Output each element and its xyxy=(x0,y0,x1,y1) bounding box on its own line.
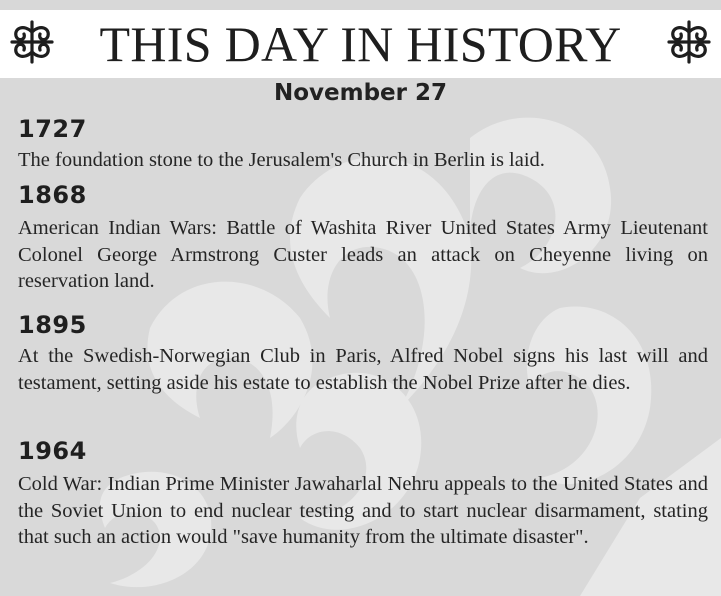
event-year: 1895 xyxy=(18,311,87,339)
header xyxy=(0,10,721,78)
top-rule xyxy=(0,0,721,10)
date-heading: November 27 xyxy=(273,80,448,106)
events-list xyxy=(0,78,721,596)
event-year: 1964 xyxy=(18,437,87,465)
event-text: The foundation stone to the Jerusalem's Church in Berlin is laid. xyxy=(18,149,545,171)
event-year: 1868 xyxy=(18,181,87,209)
event-text: At the Swedish-Norwegian Club in Paris, Alfred Nobel signs his last will and testament, setting aside his estate to establish the Nobel Prize after he dies. xyxy=(18,345,708,394)
event-text: American Indian Wars: Battle of Washita River United States Army Lieutenant Colonel George Armstrong Custer leads an attack on Cheyenne living on reservation land. xyxy=(18,217,708,292)
event-text: Cold War: Indian Prime Minister Jawaharlal Nehru appeals to the United States and the Soviet Union to end nuclear testing and to start nuclear disarmament, stating that such an action would "save humanity from the ultimate disaster". xyxy=(18,473,708,548)
event-year: 1727 xyxy=(18,115,87,143)
page-title: THIS DAY IN HISTORY xyxy=(99,16,622,72)
history-panel xyxy=(0,78,721,596)
scroll-ornament-icon xyxy=(665,18,713,66)
